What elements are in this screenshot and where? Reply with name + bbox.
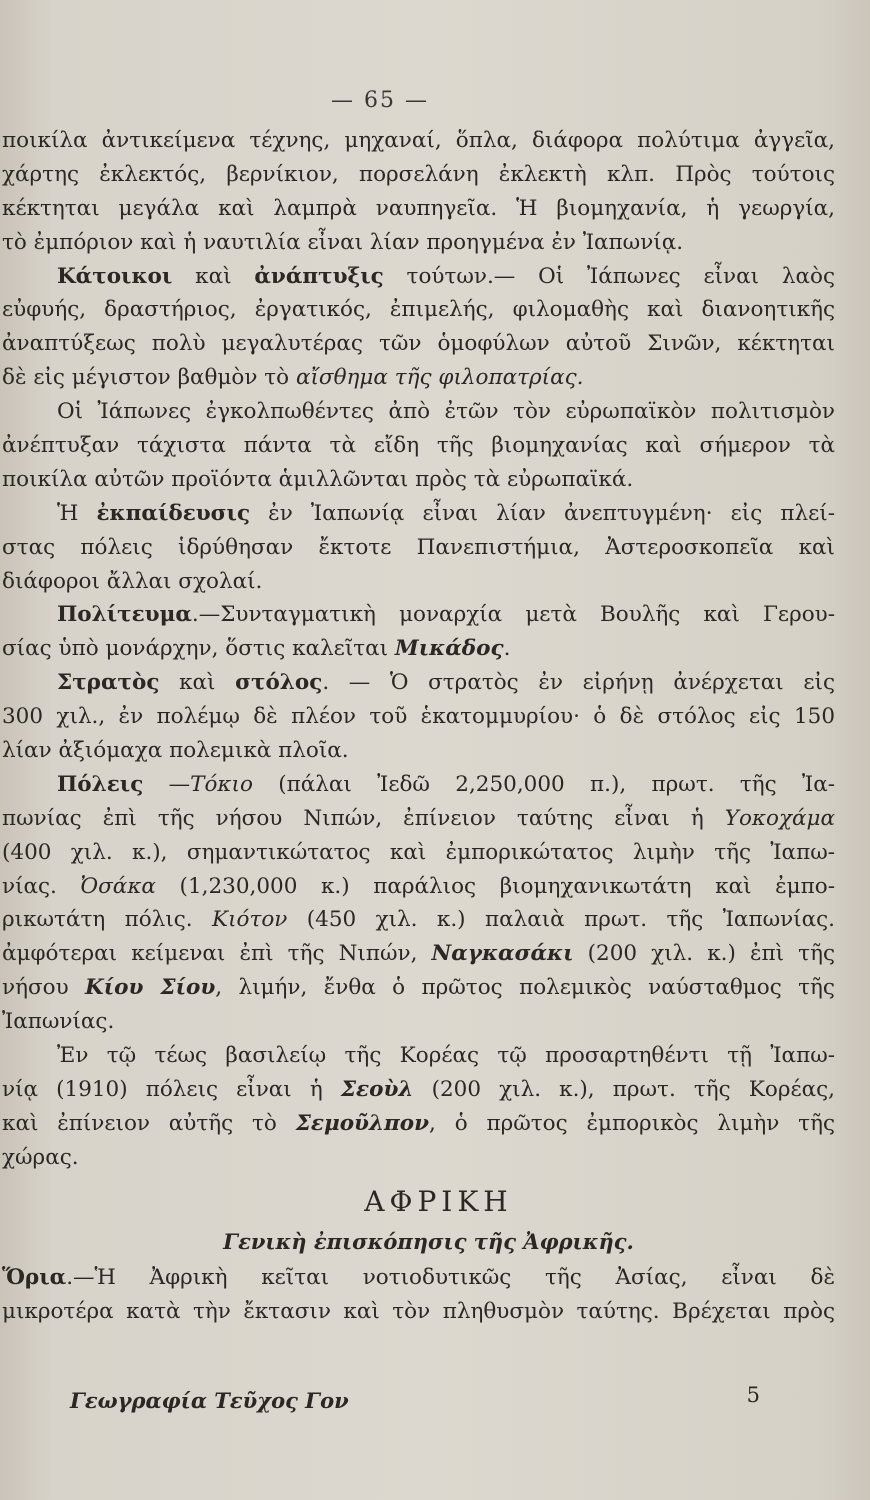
text-run: (200 χιλ. κ.), πρωτ. τῆς Κορέας, [413, 1076, 835, 1102]
text-run: καὶ [159, 670, 236, 696]
text-run: τούτων.— Οἱ Ἰάπωνες εἶναι λαὸς [383, 263, 835, 289]
text-run: Μικάδος [394, 636, 504, 662]
text-run: . — Ὁ στρατὸς ἐν εἰρήνῃ ἀνέρχεται εἰς [322, 670, 835, 696]
text-run: μικροτέρα κατὰ τὴν ἔκτασιν καὶ τὸν πληθυσμὸν ταύτης. Βρέχεται πρὸς [2, 1298, 835, 1324]
text-run: , ὁ πρῶτος ἐμπορικὸς λιμὴν τῆς [429, 1110, 835, 1136]
text-line [2, 1073, 835, 1107]
text-run: ρικωτάτη πόλις. [2, 907, 213, 933]
text-line [2, 192, 835, 226]
text-run: (400 χιλ. κ.), σημαντικώτατος καὶ ἐμπορικώτατος λιμὴν τῆς Ἰαπω- [2, 839, 835, 865]
text-run: χώρας. [2, 1144, 79, 1170]
text-line [2, 260, 835, 294]
text-run: ἀναπτύξεως πολὺ μεγαλυτέρας τῶν ὁμοφύλων αὐτοῦ Σινῶν, κέκτηται [2, 331, 835, 357]
text-line [2, 598, 835, 632]
text-run: νίᾳ (1910) πόλεις εἶναι ἡ [2, 1076, 341, 1102]
text-run: (1,230,000 κ.) παράλιος βιομηχανικωτάτη καὶ ἐμπο- [155, 873, 835, 899]
text-run: αἴσθημα τῆς φιλοπατρίας. [295, 365, 584, 391]
text-line [2, 293, 835, 327]
text-run: Ἐν τῷ τέως βασιλείῳ τῆς Κορέας τῷ προσαρτηθέντι τῇ Ἰαπω- [57, 1043, 835, 1069]
text-run: .—Συνταγματικὴ μοναρχία μετὰ Βουλῆς καὶ Γερου- [191, 602, 835, 628]
text-run: (πάλαι Ἰεδῶ 2,250,000 π.), πρωτ. τῆς Ἰα- [252, 771, 835, 797]
text-run: Κιότον [212, 907, 288, 933]
text-line [2, 1141, 835, 1175]
text-line [2, 531, 835, 565]
text-run: ποικίλα ἀντικείμενα τέχνης, μηχαναί, ὅπλα, διάφορα πολύτιμα ἀγγεῖα, [2, 128, 835, 153]
text-run: Στρατὸς [57, 670, 160, 696]
footer-number: 5 [746, 1383, 760, 1407]
text-run: Πολίτευμα [57, 602, 192, 628]
text-line [2, 870, 835, 904]
text-run: λίαν ἀξιόμαχα πολεμικὰ πλοῖα. [2, 738, 349, 764]
text-run: — [143, 771, 191, 797]
text-run: Πόλεις [57, 771, 144, 797]
page-number: — 65 — [331, 88, 429, 113]
text-line [2, 802, 835, 836]
text-run: Υοκοχάμα [724, 805, 835, 831]
text-run: Κάτοικοι [57, 263, 173, 289]
text-run: κέκτηται μεγάλα καὶ λαμπρὰ ναυπηγεῖα. Ἡ βιομηχανία, ἡ γεωργία, [2, 195, 835, 221]
text-line [2, 429, 835, 463]
text-run: , λιμήν, ἔνθα ὁ πρῶτος πολεμικὸς ναύσταθμος τῆς [215, 975, 835, 1001]
footer-signature: Γεωγραφία Τεῦχος Γον [70, 1388, 349, 1413]
text-run: δὲ εἰς μέγιστον βαθμὸν τὸ [2, 365, 296, 391]
text-line [2, 734, 835, 768]
text-line [2, 124, 835, 158]
text-run: εὐφυής, δραστήριος, ἐργατικός, ἐπιμελής, φιλομαθὴς καὶ διανοητικῆς [2, 297, 835, 323]
text-run: τὸ ἐμπόριον καὶ ἡ ναυτιλία εἶναι λίαν προηγμένα ἐν Ἰαπωνίᾳ. [2, 229, 684, 255]
page-footer [70, 1385, 760, 1417]
text-run: στας πόλεις ἱδρύθησαν ἔκτοτε Πανεπιστήμια, Ἀστεροσκοπεῖα καὶ [2, 534, 835, 560]
text-run: Κίου Σίου [85, 975, 216, 1001]
text-run: ἀνάπτυξις [254, 263, 384, 289]
text-line [2, 1261, 835, 1295]
text-run: ἐν Ἰαπωνίᾳ εἶναι λίαν ἀνεπτυγμένη· εἰς πλεί- [250, 500, 835, 526]
text-run: διάφοροι ἄλλαι σχολαί. [2, 568, 263, 594]
text-run: Τόκιο [190, 771, 253, 797]
text-line [2, 158, 835, 192]
text-run: καὶ [172, 263, 255, 289]
text-line [2, 836, 835, 870]
text-run: Σεμοῦλπον [295, 1110, 430, 1136]
text-line [2, 1295, 835, 1329]
text-line [2, 361, 835, 395]
text-line [2, 226, 835, 260]
text-block-africa [2, 1261, 835, 1329]
text-run: χάρτης ἐκλεκτός, βερνίκιον, πορσελάνη ἐκλεκτὴ κλπ. Πρὸς τούτοις [2, 161, 835, 187]
text-line [2, 632, 835, 666]
text-line [2, 768, 835, 802]
text-run: . [503, 636, 511, 662]
text-line [2, 700, 835, 734]
text-line [2, 565, 835, 599]
text-run: ποικίλα αὐτῶν προϊόντα ἁμιλλῶνται πρὸς τὰ εὐρωπαϊκά. [2, 466, 634, 492]
text-run: καὶ ἐπίνειον αὐτῆς τὸ [2, 1110, 296, 1136]
text-line [2, 497, 835, 531]
page-body [0, 124, 845, 1328]
text-line [2, 1005, 835, 1039]
text-run: στόλος [235, 670, 323, 696]
section-subtitle: Γενικὴ ἐπισκόπησις τῆς Ἀφρικῆς. [223, 1228, 634, 1254]
text-run: ἀμφότεραι κείμεναι ἐπὶ τῆς Νιπών, [2, 941, 432, 967]
text-run: Ἰαπωνίας. [2, 1009, 115, 1035]
section-title: ΑΦΡΙΚΗ [364, 1184, 513, 1218]
text-run: ἐκπαίδευσις [96, 500, 251, 526]
text-run: Ἡ [57, 500, 97, 526]
text-run: (200 χιλ. κ.) ἐπὶ τῆς [573, 941, 835, 967]
text-line [2, 903, 835, 937]
text-line [2, 1039, 835, 1073]
text-line [2, 937, 835, 971]
text-line [2, 395, 835, 429]
text-line [2, 971, 835, 1005]
text-run: Οἱ Ἰάπωνες ἐγκολπωθέντες ἀπὸ ἐτῶν τὸν εὐρωπαϊκὸν πολιτισμὸν [57, 399, 835, 425]
text-run: Ὀσάκα [80, 873, 156, 899]
text-run: πωνίας ἐπὶ τῆς νήσου Νιπών, ἐπίνειον ταύτης εἶναι ἡ [2, 805, 725, 831]
text-block-japan [2, 124, 835, 1175]
text-line [2, 666, 835, 700]
text-run: νίας. [2, 873, 81, 899]
text-run: .—Ἡ Ἀφρικὴ κεῖται νοτιοδυτικῶς τῆς Ἀσίας, εἶναι δὲ [66, 1264, 835, 1290]
text-line [2, 327, 835, 361]
text-run: ἀνέπτυξαν τάχιστα πάντα τὰ εἴδη τῆς βιομηχανίας καὶ σήμερον τὰ [2, 433, 835, 459]
text-run: Ναγκασάκι [431, 941, 574, 967]
text-run: Ὅρια [2, 1264, 67, 1290]
text-run: σίας ὑπὸ μονάρχην, ὅστις καλεῖται [2, 636, 395, 662]
text-run: νήσου [2, 975, 86, 1001]
text-run: Σεοὺλ [340, 1076, 414, 1102]
text-line [2, 1107, 835, 1141]
text-run: (450 χιλ. κ.) παλαιὰ πρωτ. τῆς Ἰαπωνίας. [287, 907, 835, 933]
text-line [2, 463, 835, 497]
text-run: 300 χιλ., ἐν πολέμῳ δὲ πλέον τοῦ ἑκατομμυρίου· ὁ δὲ στόλος εἰς 150 [2, 704, 835, 730]
